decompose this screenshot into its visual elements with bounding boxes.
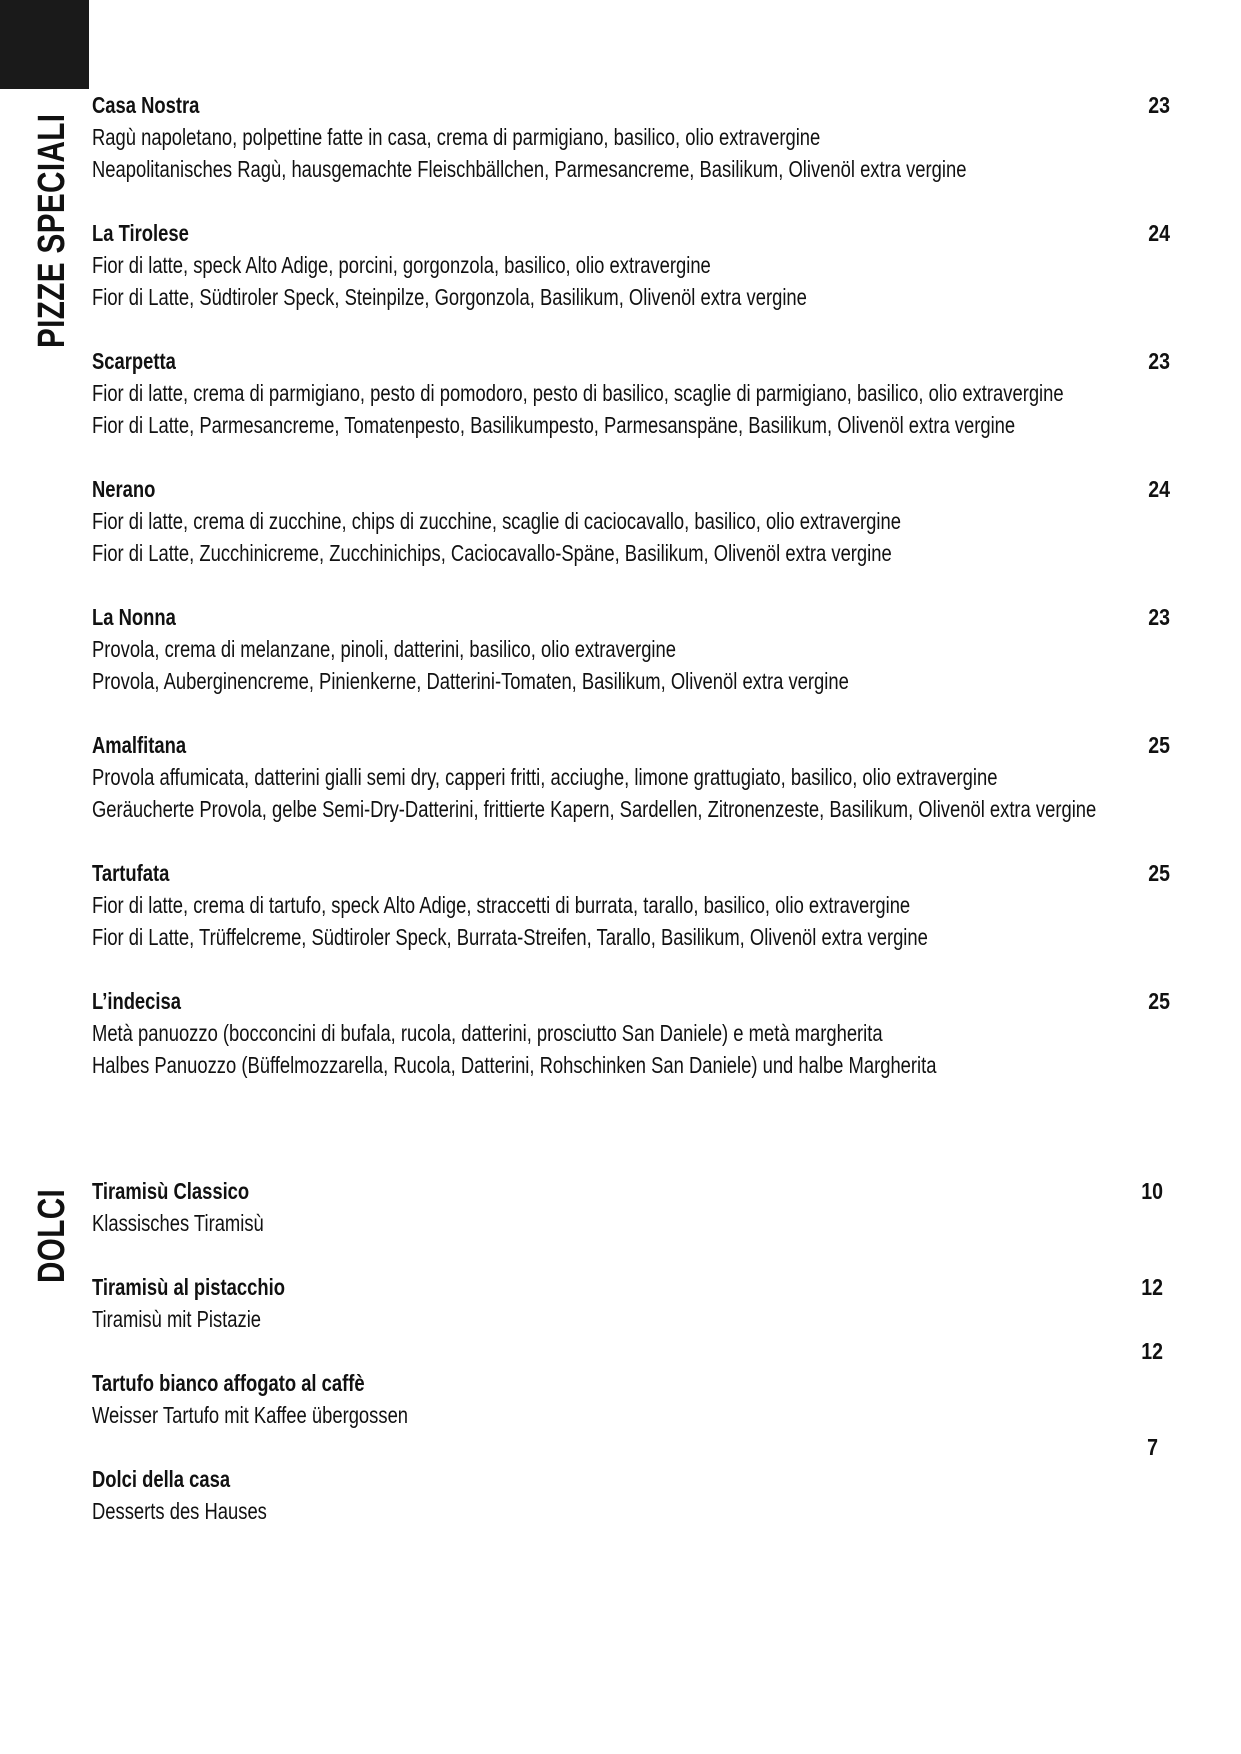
item-description-it: Metà panuozzo (bocconcini di bufala, rucola, datterini, prosciutto San Daniele) e metà margherita (92, 1020, 883, 1046)
item-description-de: Fior di Latte, Zucchinicreme, Zucchinichips, Caciocavallo-Späne, Basilikum, Olivenöl extra vergine (92, 540, 892, 566)
item-description-it: Provola affumicata, datterini gialli semi dry, capperi fritti, acciughe, limone grattugiato, basilico, olio extravergine (92, 764, 998, 790)
item-name: Scarpetta (92, 348, 176, 374)
item-name: Tiramisù Classico (92, 1178, 250, 1204)
item-description-it: Fior di latte, speck Alto Adige, porcini, gorgonzola, basilico, olio extravergine (92, 252, 711, 278)
item-description-de: Tiramisù mit Pistazie (92, 1306, 262, 1332)
item-description-it: Fior di latte, crema di zucchine, chips di zucchine, scaglie di caciocavallo, basilico, olio extravergine (92, 508, 901, 534)
item-description-de: Desserts des Hauses (92, 1498, 267, 1524)
item-description-de: Weisser Tartufo mit Kaffee übergossen (92, 1402, 409, 1428)
item-name: Tiramisù al pistacchio (92, 1274, 285, 1300)
section-label-dolci: DOLCI (31, 1188, 73, 1283)
item-name: Tartufo bianco affogato al caffè (92, 1370, 365, 1396)
menu-item (92, 985, 1172, 1081)
menu-item (92, 857, 1172, 953)
menu-item (92, 1463, 1172, 1527)
item-price: 10 (1141, 1178, 1163, 1204)
menu-item (92, 1367, 1172, 1431)
item-description-de: Geräucherte Provola, gelbe Semi-Dry-Datterini, frittierte Kapern, Sardellen, Zitronenzeste, Basilikum, Olivenöl extra vergine (92, 796, 1097, 822)
item-price: 12 (1141, 1274, 1163, 1300)
item-name: Nerano (92, 476, 156, 502)
menu-item (92, 473, 1172, 569)
item-price: 24 (1148, 220, 1170, 246)
item-description-it: Ragù napoletano, polpettine fatte in casa, crema di parmigiano, basilico, olio extravergine (92, 124, 821, 150)
item-description-de: Provola, Auberginencreme, Pinienkerne, Datterini-Tomaten, Basilikum, Olivenöl extra vergine (92, 668, 849, 694)
item-price: 23 (1148, 604, 1170, 630)
item-price: 23 (1148, 348, 1170, 374)
item-description-it: Fior di latte, crema di tartufo, speck Alto Adige, straccetti di burrata, tarallo, basilico, olio extravergine (92, 892, 911, 918)
menu-item (92, 1175, 1172, 1239)
menu-item (92, 89, 1172, 185)
item-description-de: Fior di Latte, Parmesancreme, Tomatenpesto, Basilikumpesto, Parmesanspäne, Basilikum, Olivenöl extra vergine (92, 412, 1016, 438)
item-name: Dolci della casa (92, 1466, 231, 1492)
item-description-de: Halbes Panuozzo (Büffelmozzarella, Rucola, Datterini, Rohschinken San Daniele) und halbe Margherita (92, 1052, 937, 1078)
menu-item (92, 345, 1172, 441)
item-description-de: Klassisches Tiramisù (92, 1210, 264, 1236)
menu-item (92, 1271, 1172, 1335)
item-price: 24 (1148, 476, 1170, 502)
item-name: Amalfitana (92, 732, 187, 758)
corner-block (0, 0, 89, 89)
item-price: 25 (1148, 860, 1170, 886)
item-name: La Nonna (92, 604, 176, 630)
item-description-it: Provola, crema di melanzane, pinoli, datterini, basilico, olio extravergine (92, 636, 676, 662)
menu-item (92, 217, 1172, 313)
item-price: 25 (1148, 732, 1170, 758)
item-description-de: Fior di Latte, Trüffelcreme, Südtiroler Speck, Burrata-Streifen, Tarallo, Basilikum, Olivenöl extra vergine (92, 924, 928, 950)
menu-item (92, 601, 1172, 697)
item-name: Casa Nostra (92, 92, 200, 118)
item-description-de: Fior di Latte, Südtiroler Speck, Steinpilze, Gorgonzola, Basilikum, Olivenöl extra vergine (92, 284, 807, 310)
section-label-pizze-speciali: PIZZE SPECIALI (31, 113, 73, 348)
item-name: L’indecisa (92, 988, 181, 1014)
item-price: 25 (1148, 988, 1170, 1014)
item-price: 12 (1141, 1338, 1163, 1364)
menu-item (92, 729, 1172, 825)
item-name: Tartufata (92, 860, 170, 886)
item-name: La Tirolese (92, 220, 189, 246)
item-description-de: Neapolitanisches Ragù, hausgemachte Fleischbällchen, Parmesancreme, Basilikum, Olivenöl extra vergine (92, 156, 967, 182)
item-price: 7 (1147, 1434, 1158, 1460)
item-price: 23 (1148, 92, 1170, 118)
item-description-it: Fior di latte, crema di parmigiano, pesto di pomodoro, pesto di basilico, scaglie di parmigiano, basilico, olio extravergine (92, 380, 1064, 406)
